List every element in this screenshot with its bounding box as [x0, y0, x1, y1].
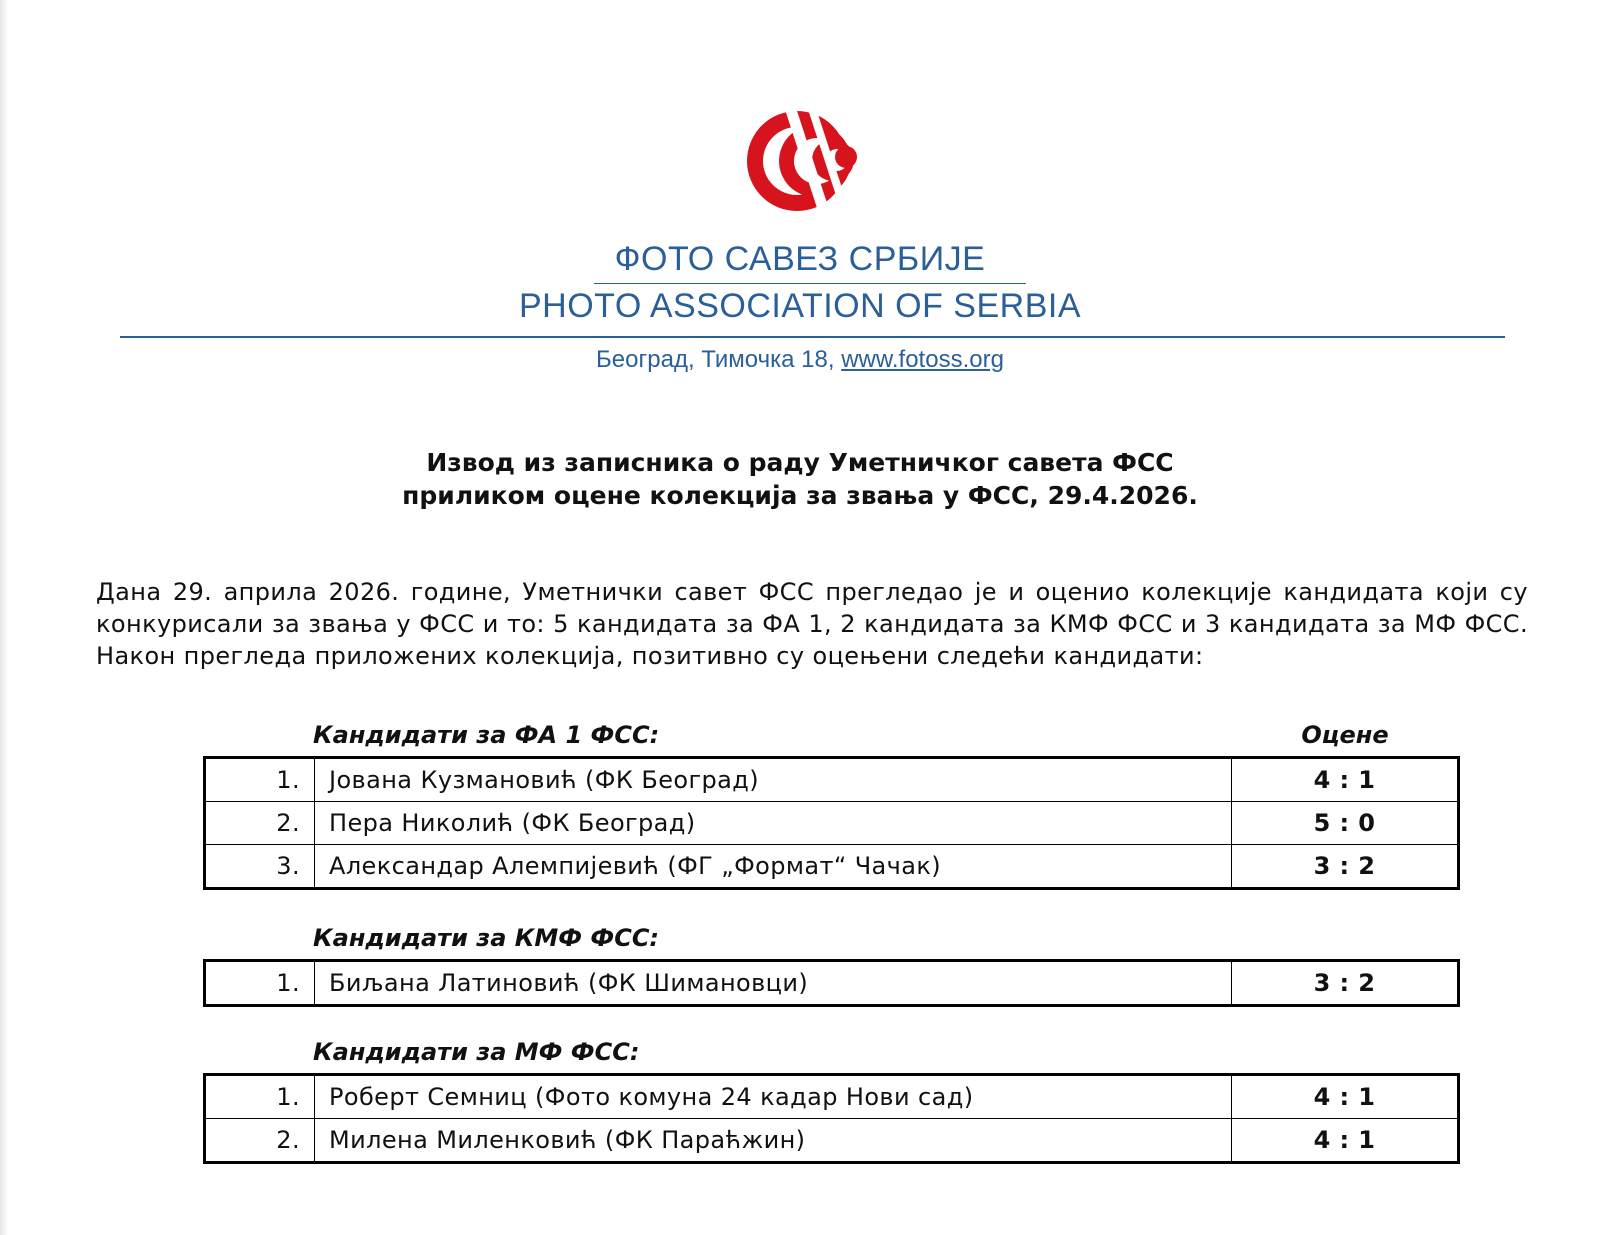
- grades-column-header: Оцене: [1301, 721, 1389, 749]
- candidate-name: Милена Миленковић (ФК Параћжин): [315, 1119, 1232, 1163]
- section-label-kmf: Кандидати за КМФ ФСС:: [313, 924, 660, 952]
- page-edge-shadow: [0, 0, 8, 1235]
- candidate-grade: 3 : 2: [1232, 845, 1459, 889]
- row-number: 2.: [205, 802, 315, 845]
- row-number: 1.: [205, 1075, 315, 1119]
- document-title: [0, 446, 1600, 512]
- candidate-name: Пера Николић (ФК Београд): [315, 802, 1232, 845]
- row-number: 3.: [205, 845, 315, 889]
- table-row: [205, 1119, 1459, 1163]
- candidate-name: Роберт Семниц (Фото комуна 24 кадар Нови сад): [315, 1075, 1232, 1119]
- website-link[interactable]: www.fotoss.org: [841, 346, 1004, 373]
- intro-paragraph: Дана 29. априла 2026. године, Уметнички савет ФСС прегледао је и оценио колекције кандидата који су конкурисали за звања у ФСС и то: 5 кандидата за ФА 1, 2 кандидата за КМФ ФСС и 3 кандидата за МФ ФСС. Након прегледа приложених колекција, позитивно су оцењени следећи кандидати:: [96, 578, 1528, 670]
- address-text: Београд, Тимочка 18,: [596, 346, 842, 373]
- row-number: 1.: [205, 758, 315, 802]
- candidate-grade: 3 : 2: [1232, 961, 1459, 1006]
- row-number: 1.: [205, 961, 315, 1006]
- candidate-grade: 4 : 1: [1232, 1119, 1459, 1163]
- candidate-name: Александар Алемпијевић (ФГ „Формат“ Чачак): [315, 845, 1232, 889]
- fss-logo: [745, 100, 880, 222]
- candidate-name: Јована Кузмановић (ФК Београд): [315, 758, 1232, 802]
- candidate-grade: 5 : 0: [1232, 802, 1459, 845]
- candidates-table-kmf: [203, 959, 1460, 1007]
- candidates-table-fa1: [203, 756, 1460, 890]
- header-rule: [120, 336, 1505, 338]
- candidates-table-mf: [203, 1073, 1460, 1164]
- org-name-latin: PHOTO ASSOCIATION OF SERBIA: [518, 287, 1081, 325]
- table-row: [205, 802, 1459, 845]
- org-name-cyrillic: ФОТО САВЕЗ СРБИЈЕ: [614, 240, 986, 278]
- row-number: 2.: [205, 1119, 315, 1163]
- table-row: [205, 758, 1459, 802]
- candidate-grade: 4 : 1: [1232, 758, 1459, 802]
- section-label-fa1: Кандидати за ФА 1 ФСС:: [313, 721, 660, 749]
- section-label-mf: Кандидати за МФ ФСС:: [313, 1038, 640, 1066]
- org-name-divider: [594, 283, 1026, 284]
- address-line: [0, 346, 1600, 374]
- candidate-name: Биљана Латиновић (ФК Шимановци): [315, 961, 1232, 1006]
- table-row: [205, 1075, 1459, 1119]
- candidate-grade: 4 : 1: [1232, 1075, 1459, 1119]
- title-line-2: приликом оцене колекција за звања у ФСС, 29.4.2026.: [402, 481, 1198, 510]
- table-row: [205, 845, 1459, 889]
- title-line-1: Извод из записника о раду Уметничког савета ФСС: [426, 448, 1174, 477]
- table-row: [205, 961, 1459, 1006]
